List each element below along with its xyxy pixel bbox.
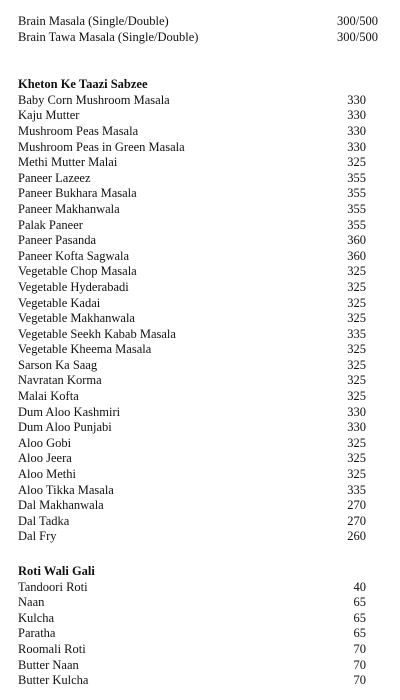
menu-item [0, 233, 400, 249]
menu-item [0, 264, 400, 280]
section-spacer [0, 45, 400, 77]
item-name: Aloo Jeera [18, 451, 72, 466]
item-price: 40 [353, 579, 366, 594]
item-name: Dal Tadka [18, 513, 70, 528]
menu-item [0, 311, 400, 327]
item-price: 325 [347, 279, 366, 294]
item-name: Dal Makhanwala [18, 498, 104, 513]
item-price: 360 [347, 233, 366, 248]
menu-item [0, 580, 400, 596]
section-spacer [0, 545, 400, 564]
section-heading: Roti Wali Gali [18, 564, 95, 578]
item-price: 70 [353, 673, 366, 688]
item-price: 65 [353, 626, 366, 641]
item-price: 355 [347, 170, 366, 185]
menu-item [0, 14, 400, 30]
menu-item [0, 186, 400, 202]
menu-item [0, 658, 400, 674]
menu-item [0, 327, 400, 343]
item-name: Aloo Tikka Masala [18, 482, 114, 497]
item-name: Tandoori Roti [18, 579, 88, 594]
menu-item [0, 124, 400, 140]
item-price: 300/500 [337, 29, 378, 44]
menu-item [0, 155, 400, 171]
menu-item [0, 420, 400, 436]
item-name: Kaju Mutter [18, 108, 80, 123]
item-name: Methi Mutter Malai [18, 155, 118, 170]
menu-item [0, 436, 400, 452]
item-price: 325 [347, 373, 366, 388]
menu-item [0, 171, 400, 187]
item-name: Palak Paneer [18, 217, 83, 232]
item-price: 300/500 [337, 14, 378, 28]
item-price: 270 [347, 498, 366, 513]
item-price: 325 [347, 451, 366, 466]
item-price: 325 [347, 389, 366, 404]
item-price: 325 [347, 342, 366, 357]
menu-item [0, 498, 400, 514]
item-price: 325 [347, 264, 366, 279]
item-price: 335 [347, 482, 366, 497]
item-price: 335 [347, 326, 366, 341]
menu-page [0, 14, 400, 689]
item-price: 325 [347, 357, 366, 372]
item-name: Mushroom Peas Masala [18, 123, 139, 138]
item-name: Dum Aloo Kashmiri [18, 404, 121, 419]
menu-item [0, 529, 400, 545]
item-name: Paneer Pasanda [18, 233, 97, 248]
item-name: Roomali Roti [18, 641, 86, 656]
menu-item [0, 280, 400, 296]
item-price: 70 [353, 657, 366, 672]
item-name: Navratan Korma [18, 373, 102, 388]
item-price: 330 [347, 123, 366, 138]
item-name: Malai Kofta [18, 389, 79, 404]
menu-item [0, 673, 400, 689]
menu-item [0, 93, 400, 109]
item-name: Paneer Kofta Sagwala [18, 248, 130, 263]
section-items [0, 580, 400, 689]
item-name: Aloo Methi [18, 467, 76, 482]
item-name: Vegetable Kadai [18, 295, 101, 310]
section-heading: Kheton Ke Taazi Sabzee [18, 77, 148, 92]
menu-item [0, 30, 400, 46]
section-items [0, 93, 400, 545]
item-price: 330 [347, 139, 366, 154]
item-name: Mushroom Peas in Green Masala [18, 139, 185, 154]
menu-item [0, 514, 400, 530]
item-price: 360 [347, 248, 366, 263]
item-price: 330 [347, 404, 366, 419]
item-price: 270 [347, 513, 366, 528]
item-price: 325 [347, 467, 366, 482]
item-name: Naan [18, 595, 45, 610]
item-price: 325 [347, 155, 366, 170]
menu-item [0, 373, 400, 389]
item-name: Dum Aloo Punjabi [18, 420, 112, 435]
item-name: Sarson Ka Saag [18, 357, 98, 372]
item-price: 355 [347, 201, 366, 216]
item-name: Brain Tawa Masala (Single/Double) [18, 29, 199, 44]
item-name: Vegetable Seekh Kabab Masala [18, 326, 176, 341]
menu-item [0, 108, 400, 124]
menu-item [0, 249, 400, 265]
item-price: 325 [347, 311, 366, 326]
menu-item [0, 642, 400, 658]
item-name: Brain Masala (Single/Double) [18, 14, 169, 28]
item-name: Vegetable Kheema Masala [18, 342, 152, 357]
item-name: Aloo Gobi [18, 435, 72, 450]
menu-item [0, 483, 400, 499]
menu-item [0, 296, 400, 312]
item-price: 330 [347, 92, 366, 107]
menu-item [0, 389, 400, 405]
menu-item [0, 595, 400, 611]
item-name: Paratha [18, 626, 56, 641]
menu-item [0, 611, 400, 627]
menu-item [0, 342, 400, 358]
menu-item [0, 358, 400, 374]
item-price: 355 [347, 217, 366, 232]
menu-item [0, 451, 400, 467]
item-price: 70 [353, 641, 366, 656]
item-name: Paneer Bukhara Masala [18, 186, 137, 201]
item-price: 260 [347, 529, 366, 544]
menu-item [0, 140, 400, 156]
item-price: 325 [347, 435, 366, 450]
item-name: Baby Corn Mushroom Masala [18, 92, 170, 107]
menu-item [0, 405, 400, 421]
item-name: Vegetable Chop Masala [18, 264, 137, 279]
item-price: 355 [347, 186, 366, 201]
item-price: 65 [353, 595, 366, 610]
item-price: 330 [347, 108, 366, 123]
item-name: Vegetable Hyderabadi [18, 279, 129, 294]
menu-item [0, 202, 400, 218]
menu-item [0, 218, 400, 234]
item-name: Butter Naan [18, 657, 79, 672]
menu-item [0, 467, 400, 483]
item-price: 325 [347, 295, 366, 310]
item-price: 65 [353, 610, 366, 625]
item-name: Vegetable Makhanwala [18, 311, 135, 326]
item-name: Paneer Lazeez [18, 170, 91, 185]
item-name: Butter Kulcha [18, 673, 89, 688]
item-price: 330 [347, 420, 366, 435]
menu-item [0, 626, 400, 642]
item-name: Paneer Makhanwala [18, 201, 120, 216]
item-name: Kulcha [18, 610, 55, 625]
item-name: Dal Fry [18, 529, 57, 544]
